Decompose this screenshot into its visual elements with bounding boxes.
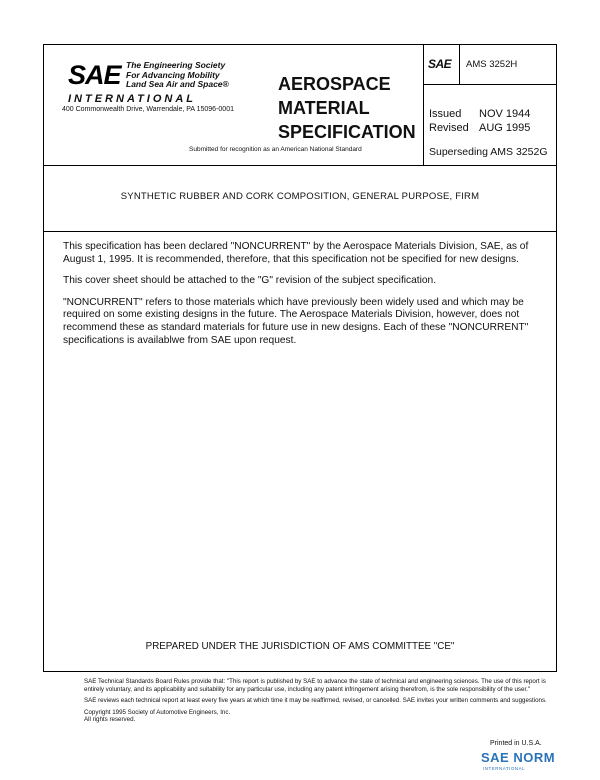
body-paragraph: "NONCURRENT" refers to those materials which have previously been widely used and which may be required on some existing designs in the future. The Aerospace Materials Division, however, does not recommend these as standard materials for future use in new designs. Each of these "NONCURRENT" specifications is availablwe from SAE upon request.: [63, 296, 529, 346]
revised-label: Revised: [429, 122, 469, 134]
small-sae-logo-mark: SAE: [428, 57, 452, 71]
header: [44, 45, 556, 166]
footer: [84, 678, 554, 724]
copyright-line: All rights reserved.: [84, 716, 136, 724]
footer-rules: SAE Technical Standards Board Rules provide that: "This report is published by SAE to advance the state of technical and engineering sciences. The use of this report is entirely voluntary, and its applicability and suitability for any particular use, including any patent infringement arising therefrom, is the sole responsibility of the user.": [84, 678, 546, 693]
printed-in-note: Printed in U.S.A.: [490, 740, 542, 747]
sae-logo-mark: SAE: [68, 60, 121, 90]
document-type-title: [278, 72, 416, 144]
header-left: [44, 45, 424, 165]
small-sae-logo: [424, 45, 460, 84]
superseding-note: Superseding AMS 3252G: [429, 146, 548, 158]
footer-review: SAE reviews each technical report at least every five years at which time it may be reaffirmed, revised, or cancelled. SAE invites your written comments and suggestions.: [84, 697, 547, 705]
body-text: [63, 241, 548, 356]
revised-date: AUG 1995: [479, 122, 531, 134]
specification-frame: [43, 44, 557, 672]
body-paragraph: This cover sheet should be attached to the "G" revision of the subject specification.: [63, 275, 437, 287]
watermark-text: SAE NORM: [481, 750, 556, 765]
title-line: SPECIFICATION: [278, 122, 416, 142]
watermark-subtext: INTERNATIONAL: [483, 766, 526, 771]
body-paragraph: This specification has been declared "NONCURRENT" by the Aerospace Materials Division, SAE, as of August 1, 1995. It is recommended, therefore, that this specification not be specified for new designs.: [63, 241, 529, 265]
copyright-line: Copyright 1995 Society of Automotive Engineers, Inc.: [84, 708, 231, 716]
sae-norm-watermark: [481, 750, 556, 771]
society-line: For Advancing Mobility: [126, 69, 220, 80]
issued-date: NOV 1944: [479, 108, 531, 120]
subject-band: [44, 165, 556, 232]
document-number: AMS 3252H: [466, 59, 518, 70]
prepared-under-note: PREPARED UNDER THE JURISDICTION OF AMS COMMITTEE "CE": [145, 641, 455, 652]
title-line: AEROSPACE: [278, 74, 391, 94]
society-line: The Engineering Society: [126, 60, 226, 70]
society-line: Land Sea Air and Space®: [126, 79, 229, 89]
society-text: [126, 61, 229, 90]
subject-title: SYNTHETIC RUBBER AND CORK COMPOSITION, GENERAL PURPOSE, FIRM: [120, 191, 480, 202]
header-right: [424, 45, 556, 165]
address: 400 Commonwealth Drive, Warrendale, PA 15096-0001: [62, 106, 234, 113]
title-line: MATERIAL: [278, 98, 370, 118]
issued-label: Issued: [429, 108, 462, 120]
international-text: INTERNATIONAL: [68, 93, 197, 105]
doc-number-row: [424, 45, 556, 85]
submitted-note: Submitted for recognition as an American National Standard: [189, 146, 362, 153]
